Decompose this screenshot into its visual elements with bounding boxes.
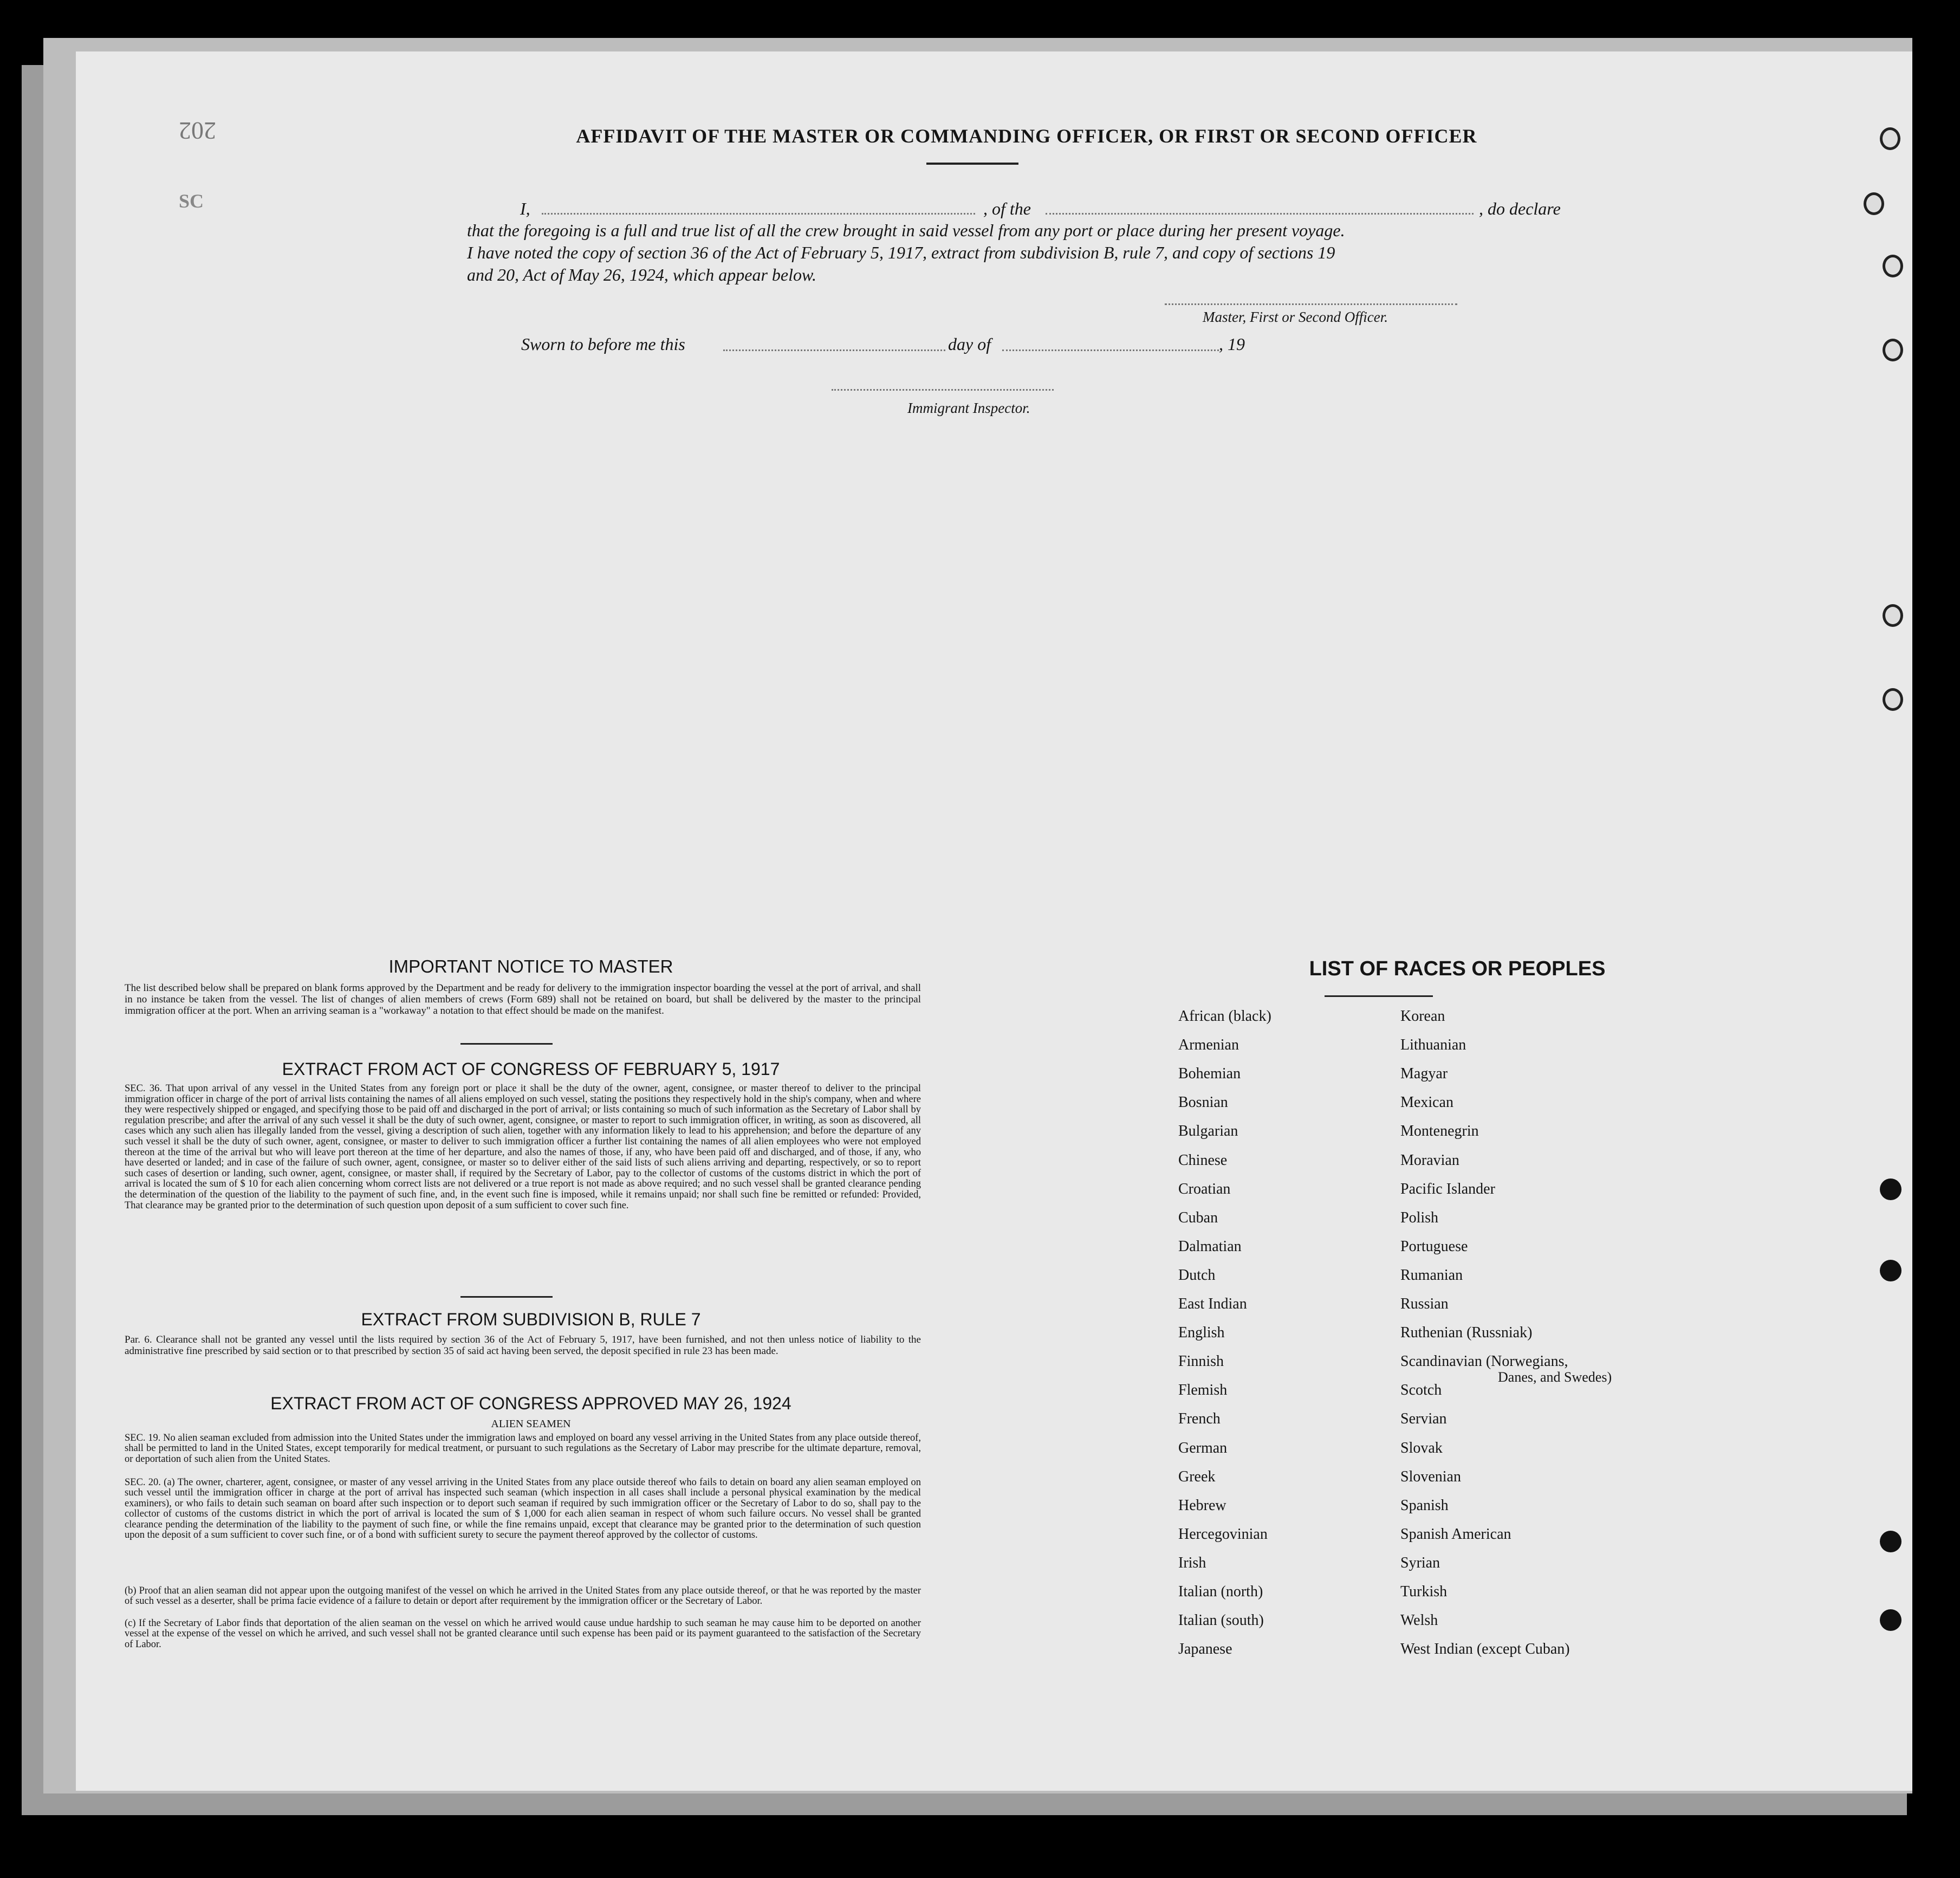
binder-ring-icon [1883,604,1903,627]
sworn-month-blank[interactable] [1002,349,1219,351]
inspector-label: Immigrant Inspector. [907,400,1030,416]
race-item: Italian (north) [1178,1583,1263,1600]
sworn-day-blank[interactable] [723,349,945,351]
race-item: Portuguese [1400,1238,1468,1255]
races-title-underline [1325,995,1433,997]
race-item: Polish [1400,1209,1439,1226]
race-item: Hercegovinian [1178,1525,1268,1543]
race-item: Greek [1178,1468,1216,1485]
extract-1924-subtitle: ALIEN SEAMEN [491,1418,571,1430]
race-item: Chinese [1178,1151,1228,1169]
day-of-label: day of [948,334,991,354]
sworn-label: Sworn to before me this [521,334,685,354]
race-item: Scandinavian (Norwegians, [1400,1353,1568,1370]
extract-1924-sec20a: SEC. 20. (a) The owner, charterer, agent, consignee, or master of any vessel arriving in the United States from any place outside thereof who fails to detain on board any alien seaman employed on such vessel until the immigration officer in charge at the port of arrival has inspected such seaman (which inspection in all cases shall include a personal physical examination by the medical examiners), or who fails to detain such seaman on board after such inspection or to deport such seaman if required by such immigration officer or the Secretary of Labor to do so, shall pay to the collector of customs of the customs district in which the port of arrival is located the sum of $ 1,000 for each alien seaman in respect of whom such failure occurs. No vessel shall be granted clearance pending the determination of the liability to the payment of such fine, or while the fine remains unpaid, except that clearance may be granted prior to the determination of such question upon the deposit of a sum sufficient to cover such fine, or of a bond with sufficient surety to secure the payment thereof approved by the collector of customs. [125,1477,921,1541]
race-item: Scotch [1400,1382,1442,1399]
extract-1917-title: EXTRACT FROM ACT OF CONGRESS OF FEBRUARY 5, 1917 [282,1059,780,1079]
race-item: Moravian [1400,1151,1459,1169]
race-item: Spanish [1400,1497,1449,1514]
declaration-line-4: and 20, Act of May 26, 1924, which appear below. [467,265,816,284]
extract-1924-title: EXTRACT FROM ACT OF CONGRESS APPROVED MAY 26, 1924 [270,1394,791,1413]
year-label: , 19 [1219,334,1245,354]
race-item: African (black) [1178,1008,1271,1025]
rule7-body: Par. 6. Clearance shall not be granted any vessel until the lists required by section 36 of the Act of February 5, 1917, have been furnished, and not then unless notice of liability to the administrative fine prescribed by said section or to that prescribed by section 35 of said act having been served, the deposit specified in rule 23 has been made. [125,1334,921,1357]
race-item: Cuban [1178,1209,1218,1226]
divider [460,1043,553,1045]
race-item: Mexican [1400,1094,1453,1111]
race-item: English [1178,1324,1225,1342]
race-item: West Indian (except Cuban) [1400,1641,1570,1658]
race-item: Rumanian [1400,1266,1463,1284]
race-item: Dalmatian [1178,1238,1242,1255]
race-item: Hebrew [1178,1497,1226,1514]
race-item: Spanish American [1400,1525,1511,1543]
inspector-signature-blank[interactable] [832,389,1054,391]
extract-1924-sec19: SEC. 19. No alien seaman excluded from admission into the United States under the immigration laws and employed on board any vessel arriving in the United States from any place outside thereof, shall be permitted to land in the United States, except temporarily for medical treatment, or pursuant to such regulations as the Secretary of Labor may prescribe for the ultimate departure, removal, or deportation of such alien from the United States. [125,1433,921,1465]
race-item: Lithuanian [1400,1037,1466,1054]
race-item: Russian [1400,1296,1449,1312]
notice-body: The list described below shall be prepared on blank forms approved by the Department and be ready for delivery to the immigration inspector boarding the vessel at the port of arrival, and shall in no instance be taken from the vessel. The list of changes of alien members of crews (Form 689) shall not be retained on board, but shall be delivered by the master to the principal immigration officer at the port. When an arriving seaman is a "workaway" a notation to that effect should be made on the manifest. [125,982,921,1016]
declaration-i: I, [520,199,530,218]
notice-title: IMPORTANT NOTICE TO MASTER [388,956,673,976]
binder-ring-icon [1864,192,1884,215]
document-page [76,51,1912,1791]
race-item: Ruthenian (Russniak) [1400,1324,1533,1342]
declaration-of-the: , of the [983,199,1031,218]
race-item: Turkish [1400,1583,1448,1600]
race-item: Slovak [1400,1439,1443,1456]
race-item: Syrian [1400,1554,1440,1571]
title-underline [926,163,1018,165]
races-title: LIST OF RACES OR PEOPLES [1309,957,1606,980]
declaration-line-3: I have noted the copy of section 36 of the Act of February 5, 1917, extract from subdivision B, rule 7, and copy of sections 19 [467,243,1335,262]
race-item: Bulgarian [1178,1123,1238,1140]
punch-hole-icon [1880,1260,1901,1281]
binder-ring-icon [1880,127,1900,150]
race-item: Welsh [1400,1612,1438,1629]
race-item: Japanese [1178,1641,1232,1658]
race-item: Servian [1400,1410,1447,1428]
race-item: East Indian [1178,1296,1247,1312]
race-item: Italian (south) [1178,1612,1264,1629]
race-item: Armenian [1178,1037,1239,1054]
vessel-blank[interactable] [1046,213,1474,215]
race-item: Korean [1400,1008,1445,1025]
signature-blank[interactable] [1165,303,1457,305]
rule7-title: EXTRACT FROM SUBDIVISION B, RULE 7 [361,1310,701,1329]
binder-ring-icon [1883,688,1903,711]
signature-label: Master, First or Second Officer. [1203,309,1388,325]
race-item: Finnish [1178,1353,1224,1370]
extract-1924-sec20b: (b) Proof that an alien seaman did not appear upon the outgoing manifest of the vessel on which he arrived in the United States from any place outside thereof, or that he was reported by the master of such vessel as a deserter, shall be prima facie evidence of a failure to detain or deport after requirement by the immigration officer or the Secretary of Labor. [125,1585,921,1607]
extract-1917-body: SEC. 36. That upon arrival of any vessel in the United States from any foreign port or place it shall be the duty of the owner, agent, consignee, or master thereof to deliver to the principal immigration officer in charge of the port of arrival lists containing the names of all aliens employed on such vessel, stating the positions they respectively hold in the ship's company, when and where they were respectively shipped or engaged, and specifying those to be paid off and discharged in the port of arrival; or lists containing so much of such information as the Secretary of Labor shall by regulation prescribe; and after the arrival of any such vessel it shall be the duty of such owner, agent, consignee, or master to report to such immigration officer, in writing, as soon as discovered, all cases which any such alien has illegally landed from the vessel, giving a description of such alien, together with any information likely to lead to his apprehension; and before the departure of any such vessel it shall be the duty of such owner, agent, consignee, or master to deliver to such immigration officer a further list containing the names of all alien employees who were not employed thereon at the time of the arrival but who will leave port thereon at the time of her departure, and also the names of those, if any, who have been paid off and discharged, and of those, if any, who have deserted or landed; and in case of the failure of such owner, agent, consignee, or master so to deliver either of the said lists of such aliens arriving and departing, respectively, or so to report such cases of desertion or landing, such owner, agent, consignee, or master shall, if required by the Secretary of Labor, pay to the collector of customs of the customs district in which the port of arrival is located the sum of $ 10 for each alien concerning whom correct lists are not delivered or a true report is not made as above required; and no such vessel shall be granted clearance pending the determination of the question of the liability to the payment of such fine, and, in the event such fine is imposed, while it remains unpaid; nor shall such fine be remitted or refunded: Provided, That clearance may be granted prior to the determination of such question upon deposit of a sum sufficient to cover such fine. [125,1083,921,1211]
handwritten-mark: SC [179,190,204,212]
race-item: Slovenian [1400,1468,1461,1485]
divider [460,1296,553,1298]
race-item: Bohemian [1178,1065,1241,1083]
race-item: German [1178,1439,1228,1456]
declaration-line-2: that the foregoing is a full and true list of all the crew brought in said vessel from any port or place during her present voyage. [467,221,1345,240]
punch-hole-icon [1880,1531,1901,1552]
affidavit-title: AFFIDAVIT OF THE MASTER OR COMMANDING OFFICER, OR FIRST OR SECOND OFFICER [576,125,1477,147]
race-item: Dutch [1178,1266,1216,1284]
extract-1924-sec20c: (c) If the Secretary of Labor finds that deportation of the alien seaman on the vessel on which he arrived would cause undue hardship to such seaman he may cause him to be deported on another vessel at the expense of the vessel on which he arrived, and such vessel shall not be granted clearance until such expense has been paid or its payment guaranteed to the satisfaction of the Secretary of Labor. [125,1618,921,1650]
name-blank[interactable] [542,213,975,215]
race-item: Flemish [1178,1382,1228,1399]
declaration-declare: , do declare [1479,199,1561,218]
binder-ring-icon [1883,255,1903,277]
race-item: Croatian [1178,1180,1231,1197]
race-item: Pacific Islander [1400,1180,1495,1197]
race-item: Magyar [1400,1065,1448,1083]
race-item: Irish [1178,1554,1206,1571]
bleed-through-heading [412,103,421,138]
page-number-stamp: 202 [179,117,216,145]
race-item: Bosnian [1178,1094,1228,1111]
race-continuation: Danes, and Swedes) [1498,1369,1612,1385]
race-item: French [1178,1410,1221,1428]
punch-hole-icon [1880,1609,1901,1631]
binder-ring-icon [1883,339,1903,361]
punch-hole-icon [1880,1178,1901,1200]
race-item: Montenegrin [1400,1123,1479,1140]
